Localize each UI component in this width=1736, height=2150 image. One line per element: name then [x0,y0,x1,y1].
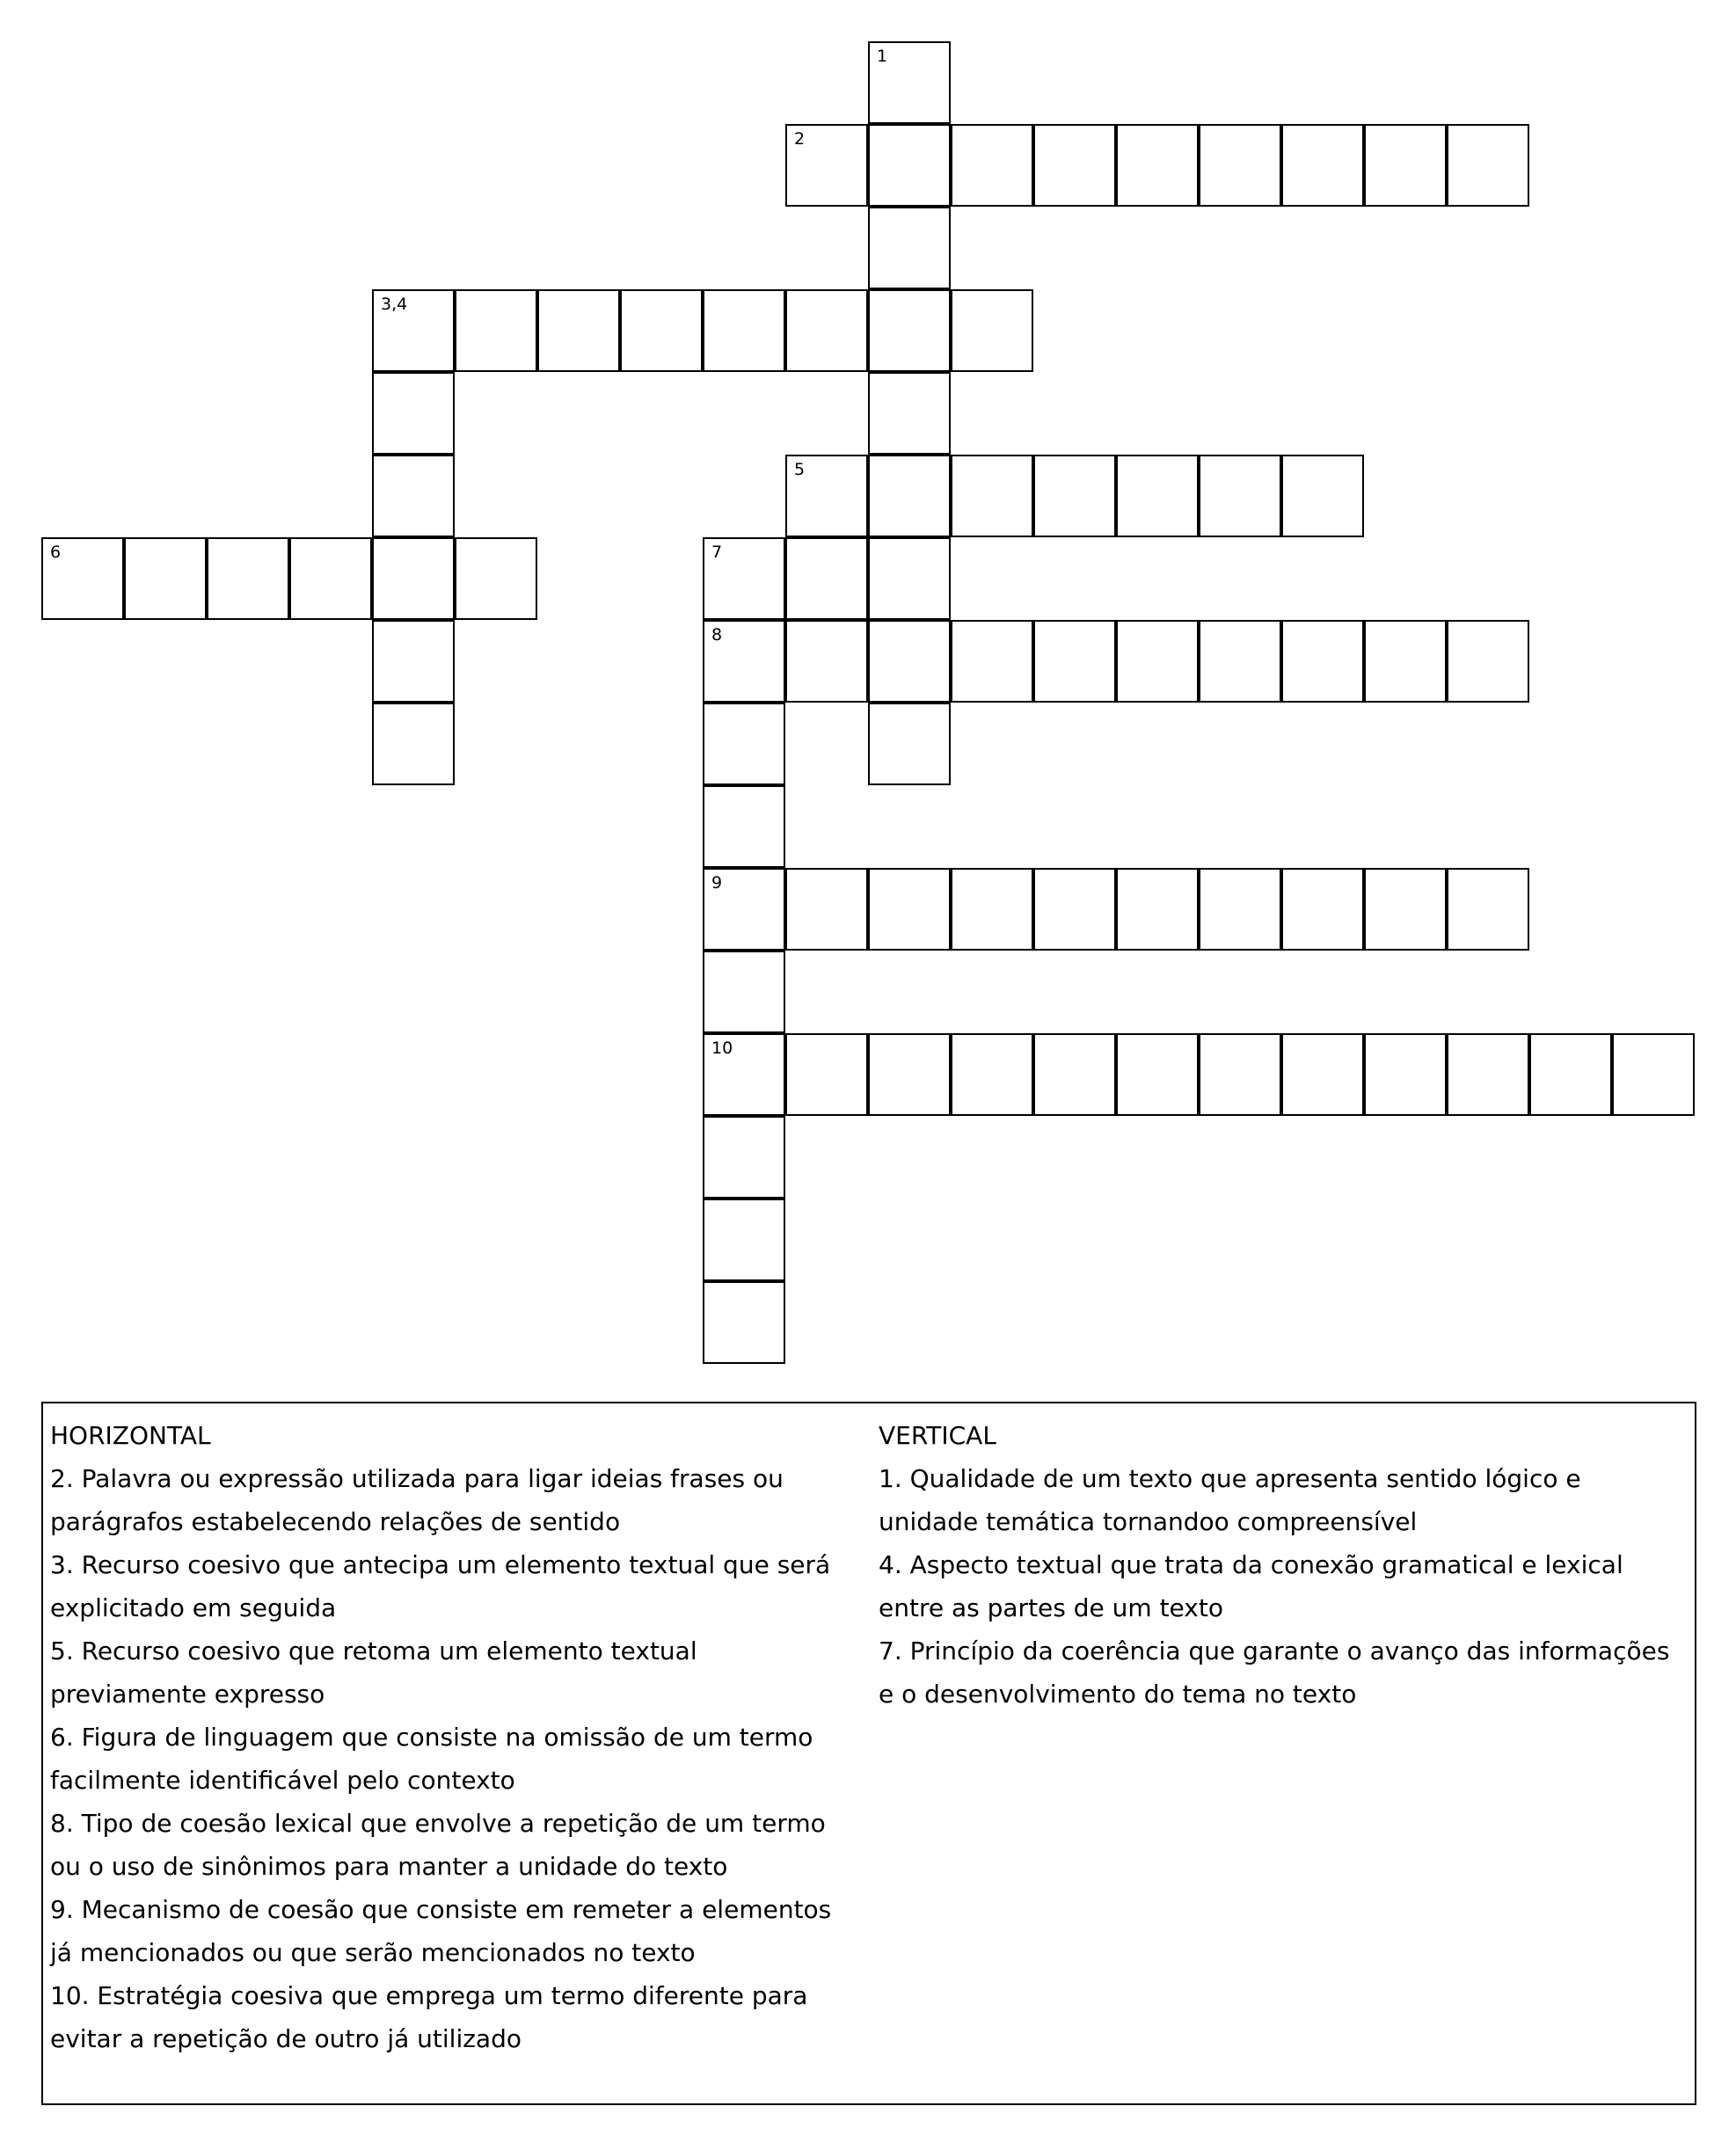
crossword-cell[interactable] [785,124,868,207]
crossword-cell[interactable] [868,537,951,620]
vertical-heading: VERTICAL [879,1421,996,1450]
crossword-cell[interactable] [785,1033,868,1116]
clue-number: 7 [711,543,723,562]
crossword-cell[interactable] [868,41,951,124]
crossword-cell[interactable] [951,1033,1033,1116]
crossword-cell[interactable] [124,537,207,620]
crossword-cell[interactable] [703,703,785,785]
crossword-cell[interactable] [703,951,785,1033]
crossword-cell[interactable] [703,1116,785,1199]
crossword-cell[interactable] [868,1033,951,1116]
horizontal-clues-column [50,1414,850,2060]
crossword-cell[interactable] [372,455,455,537]
clue-vertical-7: 7. Princípio da coerência que garante o avanço das informações e o desenvolvimento do tema no texto [879,1636,1670,1709]
crossword-cell[interactable] [868,372,951,455]
crossword-cell[interactable] [785,537,868,620]
crossword-cell[interactable] [1199,1033,1281,1116]
crossword-cell[interactable] [455,537,537,620]
clue-horizontal-6: 6. Figura de linguagem que consiste na omissão de um termo facilmente identificável pelo contexto [50,1723,813,1795]
clues-box [41,1402,1696,2105]
clue-horizontal-8: 8. Tipo de coesão lexical que envolve a repetição de um termo ou o uso de sinônimos para manter a unidade do texto [50,1809,826,1881]
crossword-cell[interactable] [620,289,703,372]
crossword-cell[interactable] [868,620,951,703]
crossword-cell[interactable] [455,289,537,372]
clue-vertical-1: 1. Qualidade de um texto que apresenta sentido lógico e unidade temática tornandoo compreensível [879,1464,1581,1536]
clue-horizontal-5: 5. Recurso coesivo que retoma um elemento textual previamente expresso [50,1636,697,1709]
clue-number: 9 [711,873,723,893]
crossword-cell[interactable] [785,868,868,951]
crossword-cell[interactable] [703,620,785,703]
crossword-cell[interactable] [1612,1033,1695,1116]
crossword-cell[interactable] [1529,1033,1612,1116]
clue-number: 1 [877,47,888,66]
crossword-cell[interactable] [41,537,124,620]
crossword-cell[interactable] [372,372,455,455]
clue-number: 10 [711,1039,733,1058]
crossword-cell[interactable] [1364,1033,1447,1116]
crossword-cell[interactable] [785,620,868,703]
crossword-cell[interactable] [1364,620,1447,703]
crossword-cell[interactable] [1281,124,1364,207]
crossword-cell[interactable] [1281,1033,1364,1116]
crossword-cell[interactable] [1033,1033,1116,1116]
crossword-cell[interactable] [868,455,951,537]
crossword-cell[interactable] [1447,1033,1529,1116]
crossword-cell[interactable] [785,455,868,537]
crossword-cell[interactable] [703,1033,785,1116]
crossword-cell[interactable] [703,785,785,868]
crossword-cell[interactable] [1281,868,1364,951]
crossword-cell[interactable] [1033,455,1116,537]
crossword-cell[interactable] [951,868,1033,951]
clue-horizontal-9: 9. Mecanismo de coesão que consiste em remeter a elementos já mencionados ou que serão mencionados no texto [50,1895,832,1967]
crossword-cell[interactable] [703,1199,785,1281]
crossword-cell[interactable] [868,703,951,785]
crossword-cell[interactable] [1281,455,1364,537]
crossword-cell[interactable] [1116,124,1199,207]
crossword-cell[interactable] [207,537,289,620]
crossword-cell[interactable] [1199,868,1281,951]
crossword-cell[interactable] [868,289,951,372]
crossword-cell[interactable] [951,620,1033,703]
crossword-cell[interactable] [785,289,868,372]
clue-horizontal-3: 3. Recurso coesivo que antecipa um elemento textual que será explicitado em seguida [50,1550,831,1622]
clue-number: 3,4 [381,295,408,314]
clue-vertical-4: 4. Aspecto textual que trata da conexão gramatical e lexical entre as partes de um texto [879,1550,1623,1622]
crossword-cell[interactable] [1116,455,1199,537]
crossword-cell[interactable] [703,289,785,372]
crossword-cell[interactable] [1364,124,1447,207]
crossword-cell[interactable] [1364,868,1447,951]
crossword-cell[interactable] [289,537,372,620]
crossword-cell[interactable] [1447,620,1529,703]
crossword-cell[interactable] [1199,455,1281,537]
clue-number: 6 [50,543,62,562]
crossword-cell[interactable] [1281,620,1364,703]
crossword-cell[interactable] [1199,124,1281,207]
crossword-cell[interactable] [1033,620,1116,703]
crossword-cell[interactable] [372,620,455,703]
horizontal-heading: HORIZONTAL [50,1421,211,1450]
crossword-cell[interactable] [537,289,620,372]
crossword-cell[interactable] [372,537,455,620]
crossword-cell[interactable] [951,124,1033,207]
crossword-cell[interactable] [1033,124,1116,207]
crossword-cell[interactable] [372,289,455,372]
crossword-cell[interactable] [951,455,1033,537]
crossword-cell[interactable] [1116,868,1199,951]
crossword-cell[interactable] [703,537,785,620]
crossword-cell[interactable] [1447,868,1529,951]
crossword-cell[interactable] [951,289,1033,372]
crossword-cell[interactable] [703,868,785,951]
clue-number: 2 [794,129,806,149]
vertical-clues-column [879,1414,1683,1716]
crossword-cell[interactable] [1447,124,1529,207]
crossword-cell[interactable] [868,124,951,207]
clue-number: 5 [794,460,806,479]
clue-horizontal-2: 2. Palavra ou expressão utilizada para ligar ideias frases ou parágrafos estabelecendo relações de sentido [50,1464,784,1536]
crossword-cell[interactable] [1116,620,1199,703]
clue-horizontal-10: 10. Estratégia coesiva que emprega um termo diferente para evitar a repetição de outro já utilizado [50,1981,808,2053]
clue-number: 8 [711,625,723,645]
crossword-cell[interactable] [1199,620,1281,703]
crossword-cell[interactable] [1116,1033,1199,1116]
crossword-cell[interactable] [703,1281,785,1364]
crossword-cell[interactable] [1033,868,1116,951]
crossword-cell[interactable] [868,868,951,951]
crossword-cell[interactable] [372,703,455,785]
crossword-cell[interactable] [868,207,951,289]
